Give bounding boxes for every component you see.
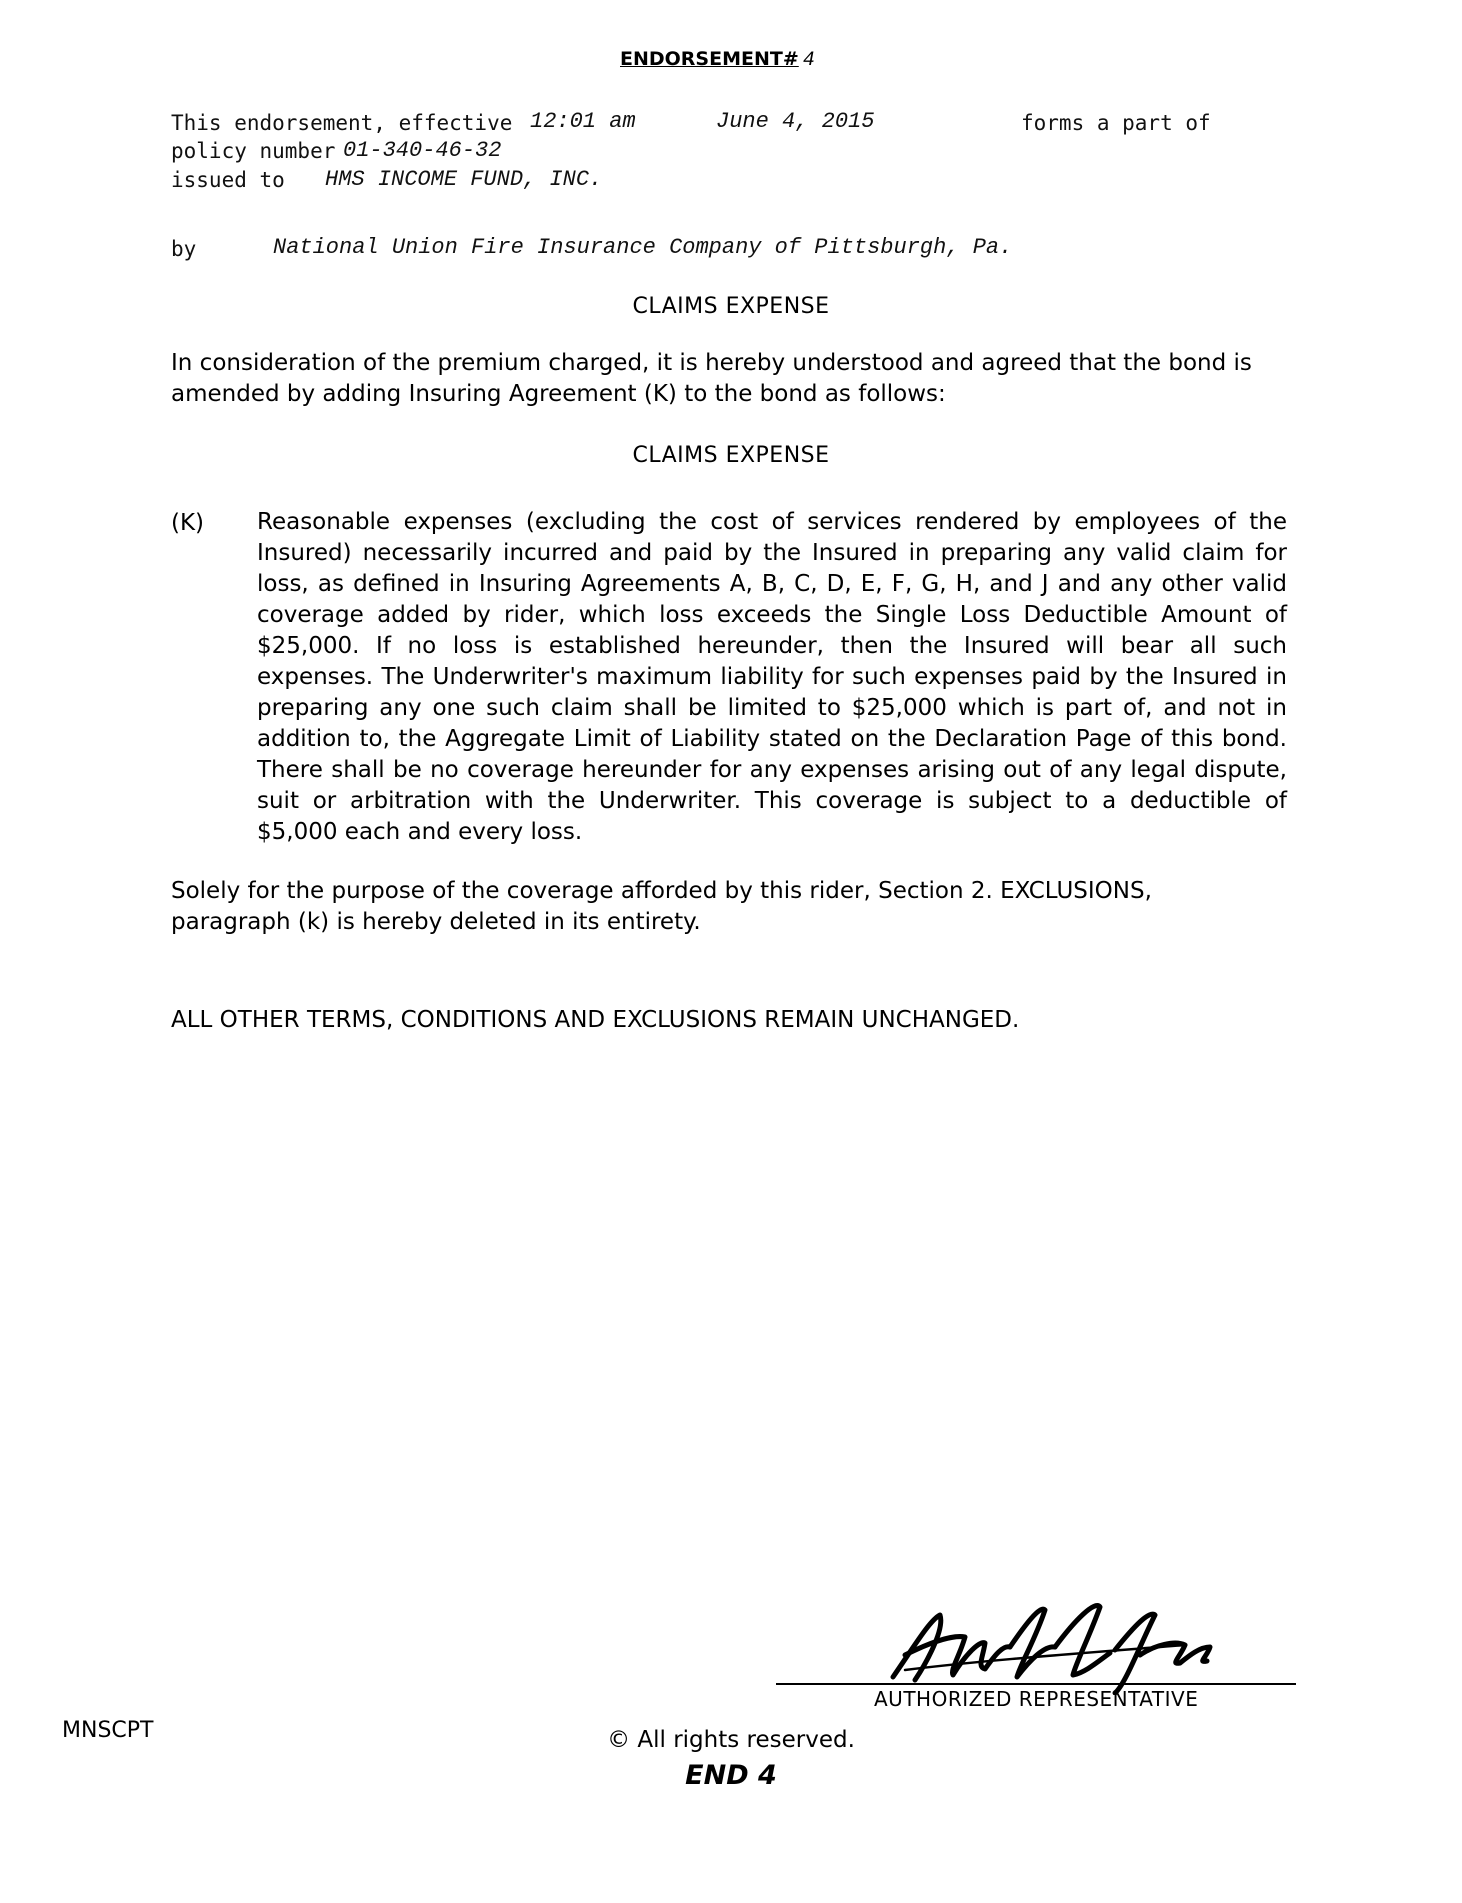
section-title-claims-expense: CLAIMS EXPENSE: [632, 294, 830, 319]
insured-name: HMS INCOME FUND, INC.: [325, 167, 603, 192]
endorsement-number: 4: [802, 49, 815, 72]
form-code: MNSCPT: [62, 1718, 154, 1743]
by-label: by: [171, 237, 197, 261]
end-label: END 4: [685, 1760, 777, 1791]
signature: [885, 1585, 1225, 1695]
forms-part-label: forms a part of: [1021, 111, 1211, 135]
all-other-terms: ALL OTHER TERMS, CONDITIONS AND EXCLUSIONS REMAIN UNCHANGED.: [171, 1007, 1020, 1033]
issued-to-label: issued to: [171, 168, 285, 192]
intro-paragraph: In consideration of the premium charged, it is hereby understood and agreed that the bond is amended by adding Insuring Agreement (K) to the bond as follows:: [171, 350, 1252, 407]
copyright-notice: © All rights reserved.: [607, 1727, 855, 1753]
effective-time: 12:01 am: [530, 109, 636, 134]
insuring-agreement-marker: (K): [171, 510, 205, 536]
endorsement-heading: [620, 48, 815, 72]
authorized-representative-label: AUTHORIZED REPRESENTATIVE: [874, 1687, 1199, 1711]
effective-date: June 4, 2015: [716, 109, 875, 134]
effective-label: This endorsement, effective: [171, 111, 513, 135]
insurer-name: National Union Fire Insurance Company of Pittsburgh, Pa.: [273, 235, 1013, 260]
section-title-claims-expense-2: CLAIMS EXPENSE: [632, 443, 830, 468]
policy-number-label: policy number: [171, 139, 336, 163]
signature-line: [776, 1683, 1296, 1685]
exclusion-paragraph: Solely for the purpose of the coverage afforded by this rider, Section 2. EXCLUSIONS, paragraph (k) is hereby deleted in its entirety.: [171, 878, 1152, 935]
policy-number: 01-340-46-32: [343, 138, 502, 163]
endorsement-title: ENDORSEMENT#: [620, 48, 799, 70]
insuring-agreement-k-text: Reasonable expenses (excluding the cost of services rendered by employees of the Insured) necessarily incurred and paid by the Insured in preparing any valid claim for loss, as defined in Insuring Agreements A, B, C, D, E, F, G, H, and J and any other valid coverage added by rider, which loss exceeds the Single Loss Deductible Amount of $25,000. If no loss is established hereunder, then the Insured will bear all such expenses. The Underwriter's maximum liability for such expenses paid by the Insured in preparing any one such claim shall be limited to $25,000 which is part of, and not in addition to, the Aggregate Limit of Liability stated on the Declaration Page of this bond. There shall be no coverage hereunder for any expenses arising out of any legal dispute, suit or arbitration with the Underwriter. This coverage is subject to a deductible of $5,000 each and every loss.: [257, 509, 1287, 845]
